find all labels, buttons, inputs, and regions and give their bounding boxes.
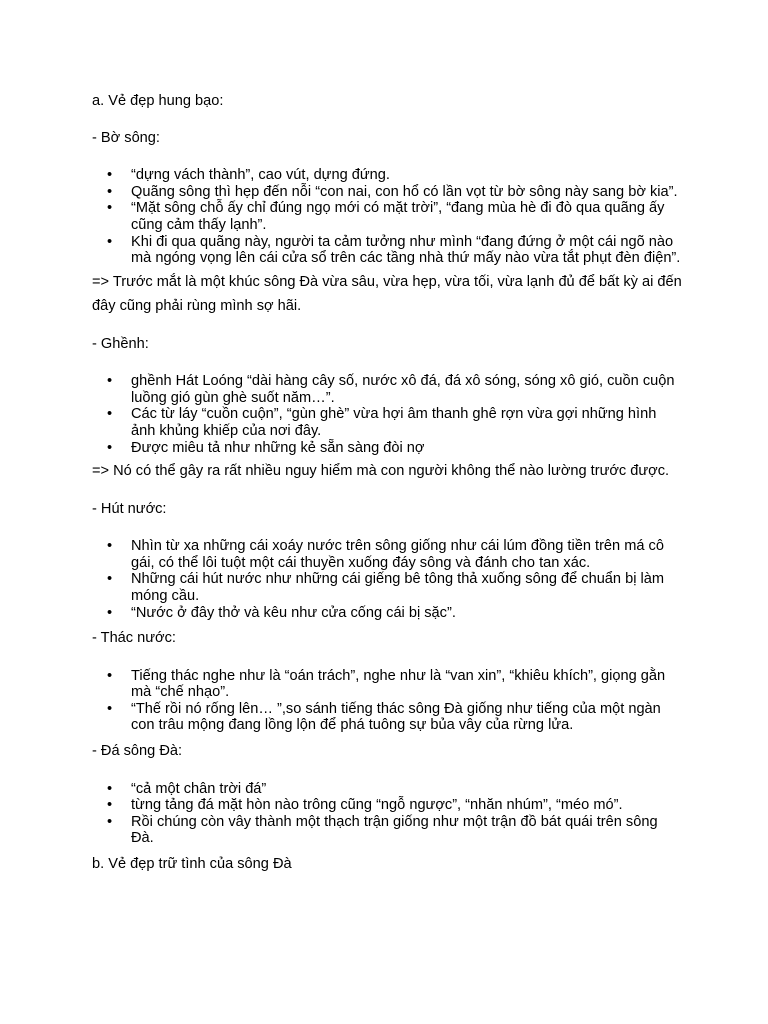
list-item: • Được miêu tả như những kẻ sẵn sàng đòi nợ bbox=[92, 440, 684, 457]
list-item: • ghềnh Hát Loóng “dài hàng cây số, nước xô đá, đá xô sóng, sóng xô gió, cuồn cuộn luồng gió gùn ghè suốt năm…”. bbox=[92, 373, 684, 406]
list-item: • Quãng sông thì hẹp đến nỗi “con nai, con hổ có lần vọt từ bờ sông này sang bờ kia”. bbox=[92, 184, 684, 201]
list-item: • Các từ láy “cuồn cuộn”, “gùn ghè” vừa hợi âm thanh ghê rợn vừa gợi những hình ảnh khủng khiếp của nơi đây. bbox=[92, 406, 684, 439]
hut-nuoc-list bbox=[92, 538, 684, 621]
list-item: • Rồi chúng còn vây thành một thạch trận giống như một trận đồ bát quái trên sông Đà. bbox=[92, 814, 684, 847]
section-heading-hung-bao: a. Vẻ đẹp hung bạo: bbox=[92, 93, 224, 109]
ghenh-list bbox=[92, 373, 684, 456]
list-item: • “dựng vách thành”, cao vút, dựng đứng. bbox=[92, 167, 684, 184]
list-item: • Tiếng thác nghe như là “oán trách”, nghe như là “van xin”, “khiêu khích”, giọng gằn mà “chế nhạo”. bbox=[92, 668, 684, 701]
conclusion-bo-song: => Trước mắt là một khúc sông Đà vừa sâu, vừa hẹp, vừa tối, vừa lạnh đủ để bất kỳ ai đến đây cũng phải rùng mình sợ hãi. bbox=[92, 273, 682, 315]
thac-nuoc-list bbox=[92, 668, 684, 734]
bo-song-list bbox=[92, 167, 684, 267]
list-item: • “Mặt sông chỗ ấy chỉ đúng ngọ mới có mặt trời”, “đang mùa hè đi đò qua quãng ấy cũng cảm thấy lạnh”. bbox=[92, 200, 684, 233]
section-heading-da-song-da: - Đá sông Đà: bbox=[92, 743, 183, 760]
section-heading-tru-tinh: b. Vẻ đẹp trữ tình của sông Đà bbox=[92, 856, 292, 873]
document-page bbox=[92, 93, 684, 873]
list-item: • “Thế rồi nó rống lên… ”,so sánh tiếng thác sông Đà giống như tiếng của một ngàn con trâu mộng đang lồng lộn để phá tuông sự bủa vây của rừng lửa. bbox=[92, 701, 684, 734]
list-item: • Khi đi qua quãng này, người ta cảm tưởng như mình “đang đứng ở một cái ngõ nào mà ngóng vọng lên cái cửa sổ trên các tầng nhà thứ mấy nào vừa tắt phụt đèn điện”. bbox=[92, 234, 684, 267]
da-song-da-list bbox=[92, 781, 684, 847]
list-item: • Nhìn từ xa những cái xoáy nước trên sông giống như cái lúm đồng tiền trên má cô gái, có thể lôi tuột một cái thuyền xuống đáy sông và đánh cho tan xác. bbox=[92, 538, 684, 571]
list-item: • “Nước ở đây thở và kêu như cửa cống cái bị sặc”. bbox=[92, 605, 684, 622]
conclusion-ghenh: => Nó có thể gây ra rất nhiều nguy hiểm mà con người không thể nào lường trước được. bbox=[92, 463, 670, 480]
section-heading-thac-nuoc: - Thác nước: bbox=[92, 630, 176, 647]
section-heading-bo-song: - Bờ sông: bbox=[92, 129, 160, 146]
list-item: • Những cái hút nước như những cái giếng bê tông thả xuống sông để chuẩn bị làm móng cầu. bbox=[92, 571, 684, 604]
list-item: • từng tảng đá mặt hòn nào trông cũng “ngỗ ngược”, “nhăn nhúm”, “méo mó”. bbox=[92, 797, 684, 814]
section-heading-ghenh: - Ghềnh: bbox=[92, 335, 149, 352]
section-heading-hut-nuoc: - Hút nước: bbox=[92, 500, 167, 517]
list-item: • “cả một chân trời đá” bbox=[92, 781, 684, 798]
